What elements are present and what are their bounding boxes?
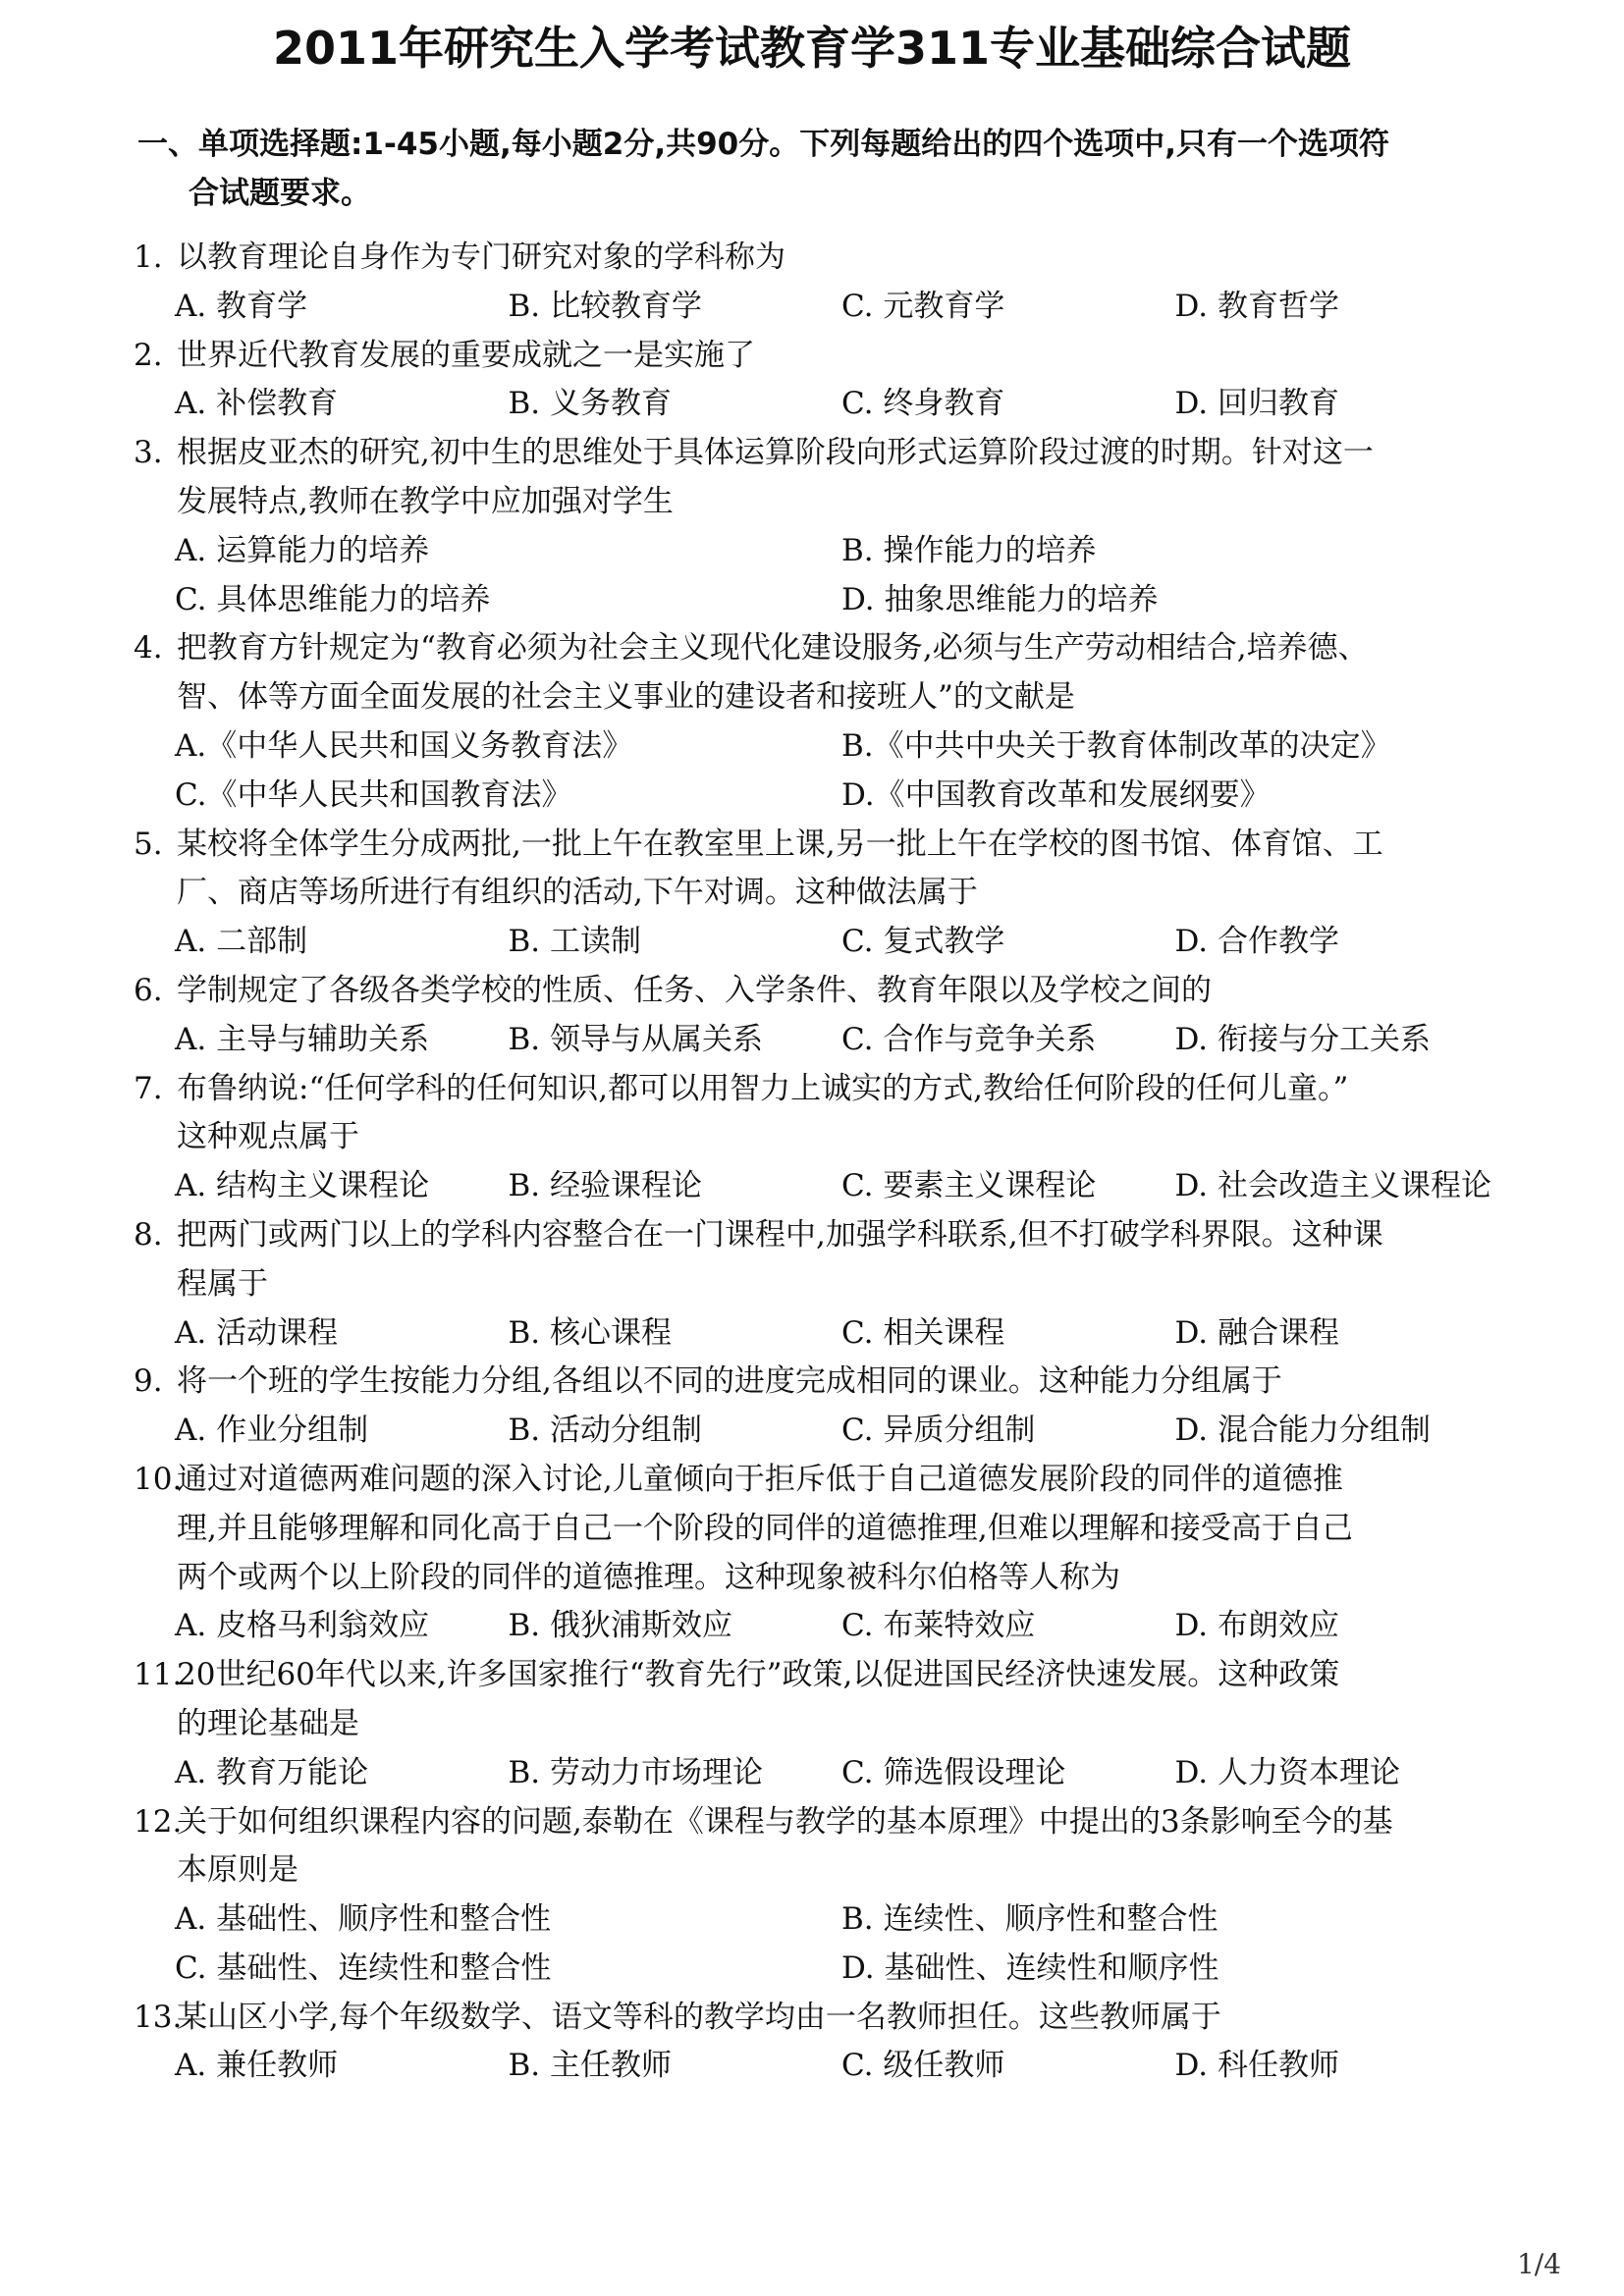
page-number: 1/4: [1516, 2248, 1561, 2280]
question-number: 9.: [134, 1363, 163, 1400]
answer-option: B.《中共中央关于教育体制改革的决定》: [841, 727, 1391, 764]
question-stem-line: [134, 332, 1508, 381]
answer-option: B. 工读制: [508, 924, 641, 960]
question-stem-line: [134, 1651, 1508, 1700]
answer-option: B. 俄狄浦斯效应: [508, 1608, 732, 1644]
answer-option: A. 补偿教育: [175, 386, 339, 422]
question-list: [134, 234, 1508, 2091]
question-stem-text: 两个或两个以上阶段的同伴的道德推理。这种现象被科尔伯格等人称为: [177, 1559, 1120, 1595]
answer-option: A. 皮格马利翁效应: [175, 1608, 430, 1644]
question-stem-text: 20世纪60年代以来,许多国家推行“教育先行”政策,以促进国民经济快速发展。这种政策: [177, 1657, 1340, 1693]
answer-option: D. 科任教师: [1174, 2048, 1339, 2084]
question-stem-text: 本原则是: [177, 1852, 298, 1889]
section-heading: [137, 120, 1512, 218]
answer-option: D. 衔接与分工关系: [1174, 1021, 1431, 1057]
answer-option: B. 经验课程论: [508, 1168, 702, 1204]
question-stem-text: 学制规定了各级各类学校的性质、任务、入学条件、教育年限以及学校之间的: [177, 972, 1212, 1008]
question-stem-line: [134, 1211, 1508, 1260]
answer-option: A. 基础性、顺序性和整合性: [175, 1901, 552, 1938]
answer-option: B. 义务教育: [508, 386, 672, 422]
question-number: 5.: [134, 826, 163, 862]
question-stem-line: [134, 234, 1508, 283]
answer-option: B. 领导与从属关系: [508, 1021, 763, 1057]
question-stem-text: 某山区小学,每个年级数学、语文等科的教学均由一名教师担任。这些教师属于: [177, 1999, 1221, 2035]
question-stem-text: 把两门或两门以上的学科内容整合在一门课程中,加强学科联系,但不打破学科界限。这种课: [177, 1216, 1383, 1253]
question-stem-text: 将一个班的学生按能力分组,各组以不同的进度完成相同的课业。这种能力分组属于: [177, 1363, 1282, 1400]
page-title: 2011年研究生入学考试教育学311专业基础综合试题: [272, 22, 1352, 75]
question-number: 13.: [134, 1999, 183, 2035]
answer-option: A. 教育万能论: [175, 1754, 369, 1790]
question-stem-line: [134, 429, 1508, 478]
answer-option: D. 混合能力分组制: [1174, 1413, 1431, 1449]
answer-option: D. 人力资本理论: [1174, 1754, 1400, 1790]
option-row: [134, 576, 1508, 625]
question-stem-text: 关于如何组织课程内容的问题,泰勒在《课程与教学的基本原理》中提出的3条影响至今的基: [177, 1803, 1393, 1840]
question-number: 1.: [134, 240, 163, 275]
answer-option: C. 相关课程: [841, 1314, 1005, 1351]
option-row: [134, 1749, 1508, 1798]
question-stem-line: [134, 967, 1508, 1016]
question-stem-line: [134, 869, 1508, 918]
answer-option: A. 运算能力的培养: [175, 532, 430, 568]
question-number: 10.: [134, 1461, 183, 1497]
answer-option: D. 回归教育: [1174, 386, 1339, 422]
question-number: 11.: [134, 1657, 183, 1693]
question-number: 2.: [134, 337, 163, 373]
answer-option: A. 二部制: [175, 924, 308, 960]
answer-option: D.《中国教育改革和发展纲要》: [841, 776, 1271, 813]
question-item: [134, 429, 1508, 624]
question-item: [134, 821, 1508, 967]
question-item: [134, 624, 1508, 820]
question-stem-line: [134, 1994, 1508, 2043]
answer-option: A. 作业分组制: [175, 1413, 369, 1449]
question-stem-line: [134, 1798, 1508, 1847]
answer-option: D. 合作教学: [1174, 924, 1339, 960]
option-row: [134, 772, 1508, 821]
answer-option: B. 劳动力市场理论: [508, 1754, 763, 1790]
option-row: [134, 1407, 1508, 1456]
question-item: [134, 967, 1508, 1065]
question-stem-line: [134, 478, 1508, 527]
question-stem-line: [134, 1358, 1508, 1407]
option-row: [134, 1016, 1508, 1065]
answer-option: B. 核心课程: [508, 1314, 672, 1351]
answer-option: A. 结构主义课程论: [175, 1168, 430, 1204]
answer-option: B. 连续性、顺序性和整合性: [841, 1901, 1218, 1938]
answer-option: D. 抽象思维能力的培养: [841, 581, 1159, 617]
option-row: [134, 1162, 1508, 1211]
answer-option: C. 基础性、连续性和整合性: [175, 1949, 552, 1986]
question-stem-line: [134, 1065, 1508, 1114]
answer-option: D. 教育哲学: [1174, 288, 1339, 324]
question-stem-text: 这种观点属于: [177, 1119, 359, 1155]
question-stem-text: 通过对道德两难问题的深入讨论,儿童倾向于拒斥低于自己道德发展阶段的同伴的道德推: [177, 1461, 1343, 1497]
question-stem-text: 以教育理论自身作为专门研究对象的学科称为: [177, 240, 785, 275]
answer-option: D. 基础性、连续性和顺序性: [841, 1949, 1219, 1986]
answer-option: A. 活动课程: [175, 1314, 339, 1351]
question-stem-text: 世界近代教育发展的重要成就之一是实施了: [177, 337, 755, 373]
option-row: [134, 1896, 1508, 1945]
question-item: [134, 332, 1508, 430]
answer-option: C. 级任教师: [841, 2048, 1005, 2084]
question-item: [134, 1994, 1508, 2092]
question-item: [134, 1211, 1508, 1358]
question-stem-text: 发展特点,教师在教学中应加强对学生: [177, 483, 674, 519]
answer-option: C. 要素主义课程论: [841, 1168, 1097, 1204]
section-heading-line2: 合试题要求。: [189, 176, 371, 211]
question-stem-text: 智、体等方面全面发展的社会主义事业的建设者和接班人”的文献是: [177, 679, 1075, 716]
answer-option: B. 比较教育学: [508, 288, 702, 324]
answer-option: C.《中华人民共和国教育法》: [175, 776, 572, 813]
question-number: 4.: [134, 630, 163, 667]
question-stem-line: [134, 1846, 1508, 1896]
answer-option: C. 合作与竞争关系: [841, 1021, 1097, 1057]
option-row: [134, 918, 1508, 967]
question-stem-line: [134, 1456, 1508, 1505]
question-stem-line: [134, 673, 1508, 722]
question-number: 6.: [134, 972, 163, 1008]
question-number: 12.: [134, 1803, 183, 1840]
question-stem-line: [134, 624, 1508, 673]
question-stem-text: 理,并且能够理解和同化高于自己一个阶段的同伴的道德推理,但难以理解和接受高于自己: [177, 1510, 1353, 1546]
option-row: [134, 283, 1508, 332]
option-row: [134, 1309, 1508, 1359]
answer-option: C. 终身教育: [841, 386, 1005, 422]
question-number: 7.: [134, 1070, 163, 1106]
question-stem-line: [134, 1260, 1508, 1309]
question-stem-line: [134, 1700, 1508, 1749]
option-row: [134, 1945, 1508, 1994]
question-item: [134, 1456, 1508, 1651]
question-stem-line: [134, 1113, 1508, 1162]
question-item: [134, 1358, 1508, 1456]
answer-option: B. 操作能力的培养: [841, 532, 1097, 568]
question-item: [134, 1651, 1508, 1797]
question-stem-text: 的理论基础是: [177, 1705, 359, 1741]
question-item: [134, 234, 1508, 332]
question-stem-text: 根据皮亚杰的研究,初中生的思维处于具体运算阶段向形式运算阶段过渡的时期。针对这一: [177, 435, 1374, 471]
answer-option: D. 布朗效应: [1174, 1608, 1339, 1644]
answer-option: C. 元教育学: [841, 288, 1005, 324]
answer-option: B. 活动分组制: [508, 1413, 702, 1449]
question-number: 3.: [134, 435, 163, 471]
question-stem-line: [134, 1505, 1508, 1554]
answer-option: C. 具体思维能力的培养: [175, 581, 491, 617]
option-row: [134, 380, 1508, 429]
answer-option: A. 主导与辅助关系: [175, 1021, 430, 1057]
question-stem-line: [134, 821, 1508, 870]
answer-option: C. 布莱特效应: [841, 1608, 1036, 1644]
section-heading-line1: 一、单项选择题:1-45小题,每小题2分,共90分。下列每题给出的四个选项中,只有一个选项符: [137, 127, 1390, 162]
answer-option: A.《中华人民共和国义务教育法》: [175, 727, 633, 764]
answer-option: C. 异质分组制: [841, 1413, 1036, 1449]
question-stem-line: [134, 1554, 1508, 1603]
answer-option: A. 教育学: [175, 288, 308, 324]
answer-option: B. 主任教师: [508, 2048, 672, 2084]
answer-option: D. 融合课程: [1174, 1314, 1339, 1351]
question-stem-text: 某校将全体学生分成两批,一批上午在教室里上课,另一批上午在学校的图书馆、体育馆、工: [177, 826, 1383, 862]
question-stem-text: 布鲁纳说:“任何学科的任何知识,都可以用智力上诚实的方式,教给任何阶段的任何儿童。”: [177, 1070, 1349, 1106]
option-row: [134, 2042, 1508, 2091]
question-item: [134, 1065, 1508, 1211]
question-stem-text: 把教育方针规定为“教育必须为社会主义现代化建设服务,必须与生产劳动相结合,培养德、: [177, 630, 1369, 667]
question-stem-text: 厂、商店等场所进行有组织的活动,下午对调。这种做法属于: [177, 875, 978, 911]
answer-option: A. 兼任教师: [175, 2048, 339, 2084]
option-row: [134, 527, 1508, 576]
question-item: [134, 1798, 1508, 1994]
answer-option: D. 社会改造主义课程论: [1174, 1168, 1491, 1204]
question-number: 8.: [134, 1216, 163, 1253]
answer-option: C. 复式教学: [841, 924, 1005, 960]
answer-option: C. 筛选假设理论: [841, 1754, 1066, 1790]
option-row: [134, 1602, 1508, 1651]
question-stem-text: 程属于: [177, 1265, 268, 1302]
option-row: [134, 722, 1508, 772]
